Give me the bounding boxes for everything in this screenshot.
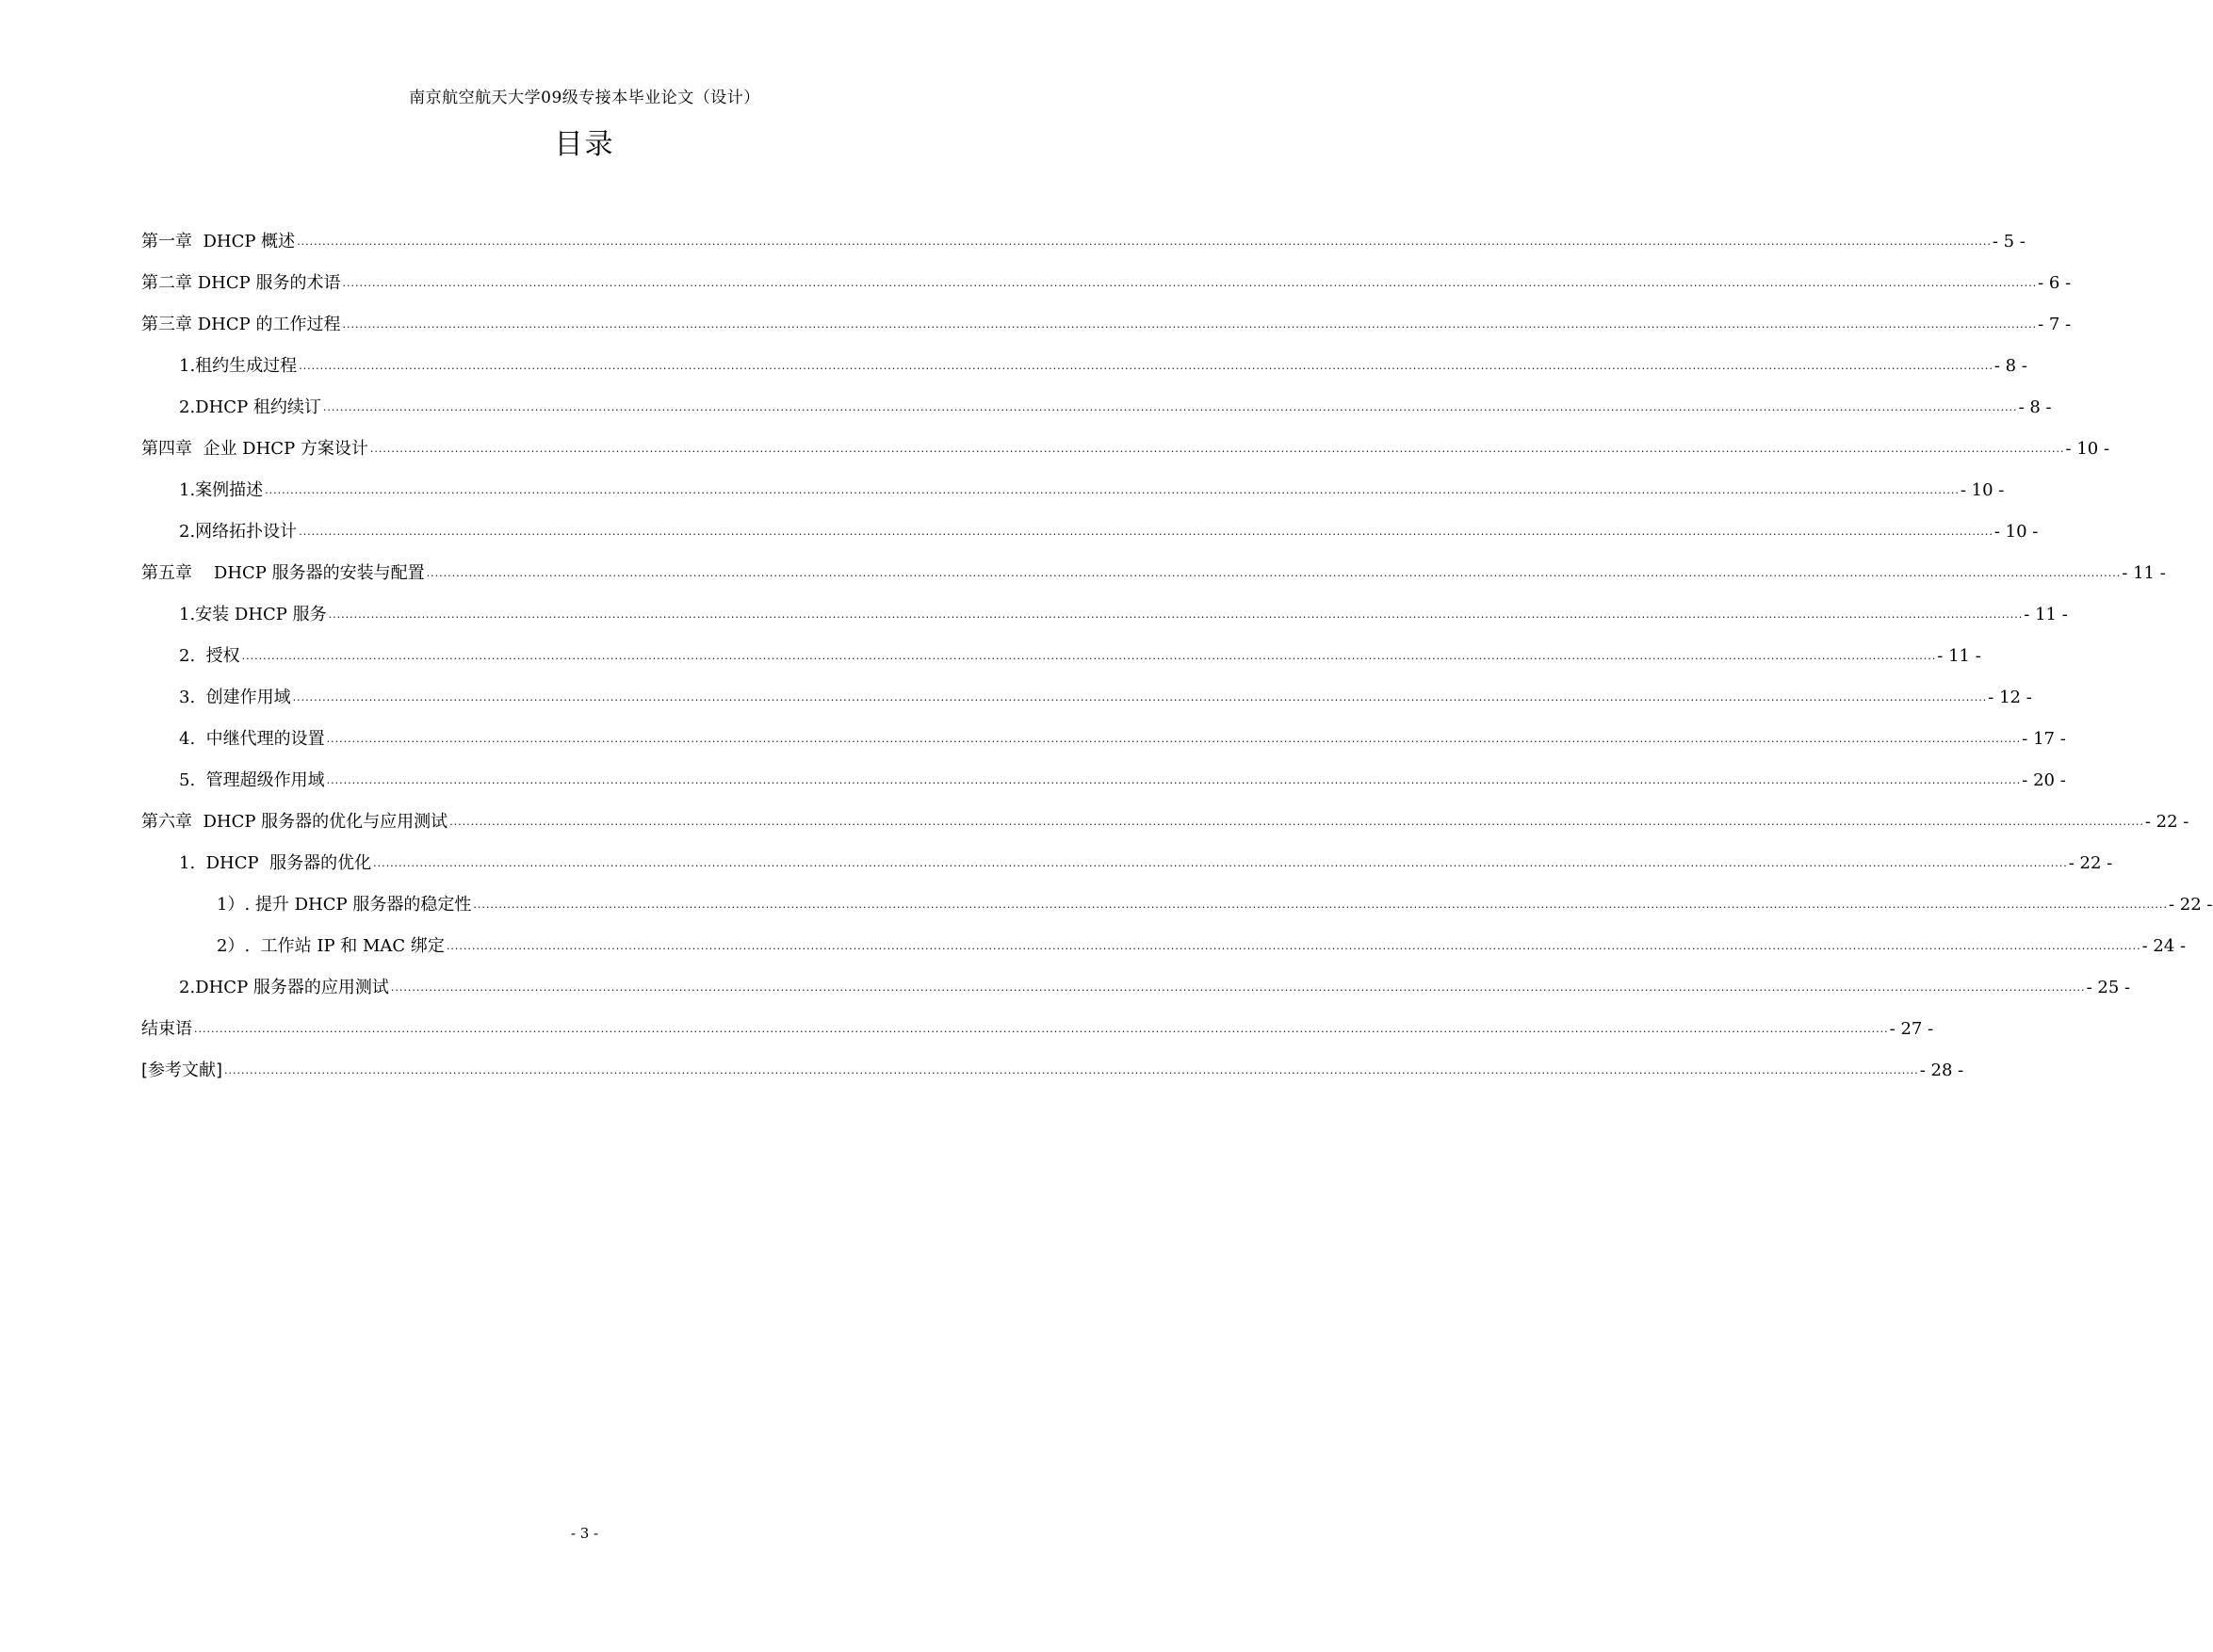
toc-leader-dots: ................................................................................................................................................................................................................................................................................................................................................................................................................	[328, 608, 2024, 621]
toc-entry-page: - 28 -	[1919, 1061, 1964, 1080]
toc-entry-page: - 22 -	[2144, 812, 2189, 832]
toc-leader-dots: ................................................................................................................................................................................................................................................................................................................................................................................................................	[299, 360, 1993, 372]
toc-entry-page: - 10 -	[2065, 439, 2110, 459]
toc-entry[interactable]	[141, 309, 2072, 335]
toc-entry[interactable]	[141, 267, 2072, 294]
toc-entry[interactable]	[141, 599, 2068, 625]
toc-entry-label: 第四章 企业 DHCP 方案设计	[141, 439, 368, 459]
toc-entry-label: 1. DHCP 服务器的优化	[179, 853, 372, 873]
toc-entry-page: - 22 -	[2068, 853, 2113, 873]
toc-entry-label: 1.安装 DHCP 服务	[179, 605, 327, 624]
toc-leader-dots: ................................................................................................................................................................................................................................................................................................................................................................................................................	[224, 1064, 1919, 1077]
toc-leader-dots: ................................................................................................................................................................................................................................................................................................................................................................................................................	[326, 774, 2022, 786]
toc-entry-label: 2.网络拓扑设计	[179, 522, 298, 542]
toc-leader-dots: ................................................................................................................................................................................................................................................................................................................................................................................................................	[369, 443, 2065, 455]
toc-entry-page: - 10 -	[1960, 480, 2005, 500]
toc-entry-page: - 17 -	[2022, 729, 2066, 749]
toc-entry-page: - 8 -	[1993, 356, 2027, 376]
toc-entry-page: - 27 -	[1889, 1019, 1934, 1039]
toc-entry-label: 第五章 DHCP 服务器的安装与配置	[141, 563, 425, 583]
toc-entry-page: - 11 -	[2122, 563, 2166, 583]
toc-leader-dots: ................................................................................................................................................................................................................................................................................................................................................................................................................	[299, 526, 1993, 538]
toc-entry[interactable]	[141, 723, 2066, 750]
page-title: 目录	[554, 128, 615, 161]
toc-entry-label: [参考文献]	[141, 1061, 223, 1080]
toc-leader-dots: ................................................................................................................................................................................................................................................................................................................................................................................................................	[390, 981, 2086, 994]
toc-entry-label: 第六章 DHCP 服务器的优化与应用测试	[141, 812, 448, 832]
toc-entry[interactable]	[141, 433, 2110, 460]
toc-entry-label: 1）. 提升 DHCP 服务器的稳定性	[217, 895, 472, 915]
toc-leader-dots: ................................................................................................................................................................................................................................................................................................................................................................................................................	[449, 816, 2144, 828]
page-number: - 3 -	[570, 1525, 599, 1542]
toc-entry[interactable]	[141, 931, 2187, 957]
toc-entry-label: 3. 创建作用域	[179, 688, 291, 707]
toc-entry-page: - 10 -	[1993, 522, 2039, 542]
toc-entry-label: 2. 授权	[179, 646, 240, 666]
toc-entry[interactable]	[141, 392, 2052, 418]
toc-leader-dots: ................................................................................................................................................................................................................................................................................................................................................................................................................	[342, 277, 2038, 289]
toc-leader-dots: ................................................................................................................................................................................................................................................................................................................................................................................................................	[292, 691, 1988, 704]
toc-entry[interactable]	[141, 475, 2005, 501]
toc-entry-label: 1.租约生成过程	[179, 356, 298, 376]
toc-leader-dots: ................................................................................................................................................................................................................................................................................................................................................................................................................	[241, 650, 1937, 662]
toc-leader-dots: ................................................................................................................................................................................................................................................................................................................................................................................................................	[322, 401, 2018, 413]
toc-leader-dots: ................................................................................................................................................................................................................................................................................................................................................................................................................	[426, 567, 2122, 579]
toc-entry-page: - 11 -	[1937, 646, 1981, 666]
toc-entry-page: - 8 -	[2018, 397, 2052, 417]
toc-entry-label: 2）. 工作站 IP 和 MAC 绑定	[217, 936, 445, 956]
toc-entry-page: - 12 -	[1988, 688, 2032, 707]
toc-entry[interactable]	[141, 1013, 1934, 1040]
toc-leader-dots: ................................................................................................................................................................................................................................................................................................................................................................................................................	[326, 733, 2022, 745]
toc-entry-label: 结束语	[141, 1019, 192, 1039]
toc-entry-page: - 11 -	[2024, 605, 2068, 624]
toc-entry-label: 2.DHCP 租约续订	[179, 397, 321, 417]
toc-entry[interactable]	[141, 226, 2026, 252]
toc-entry[interactable]	[141, 765, 2066, 791]
toc-entry[interactable]	[141, 848, 2113, 874]
toc-entry[interactable]	[141, 350, 2027, 377]
toc-entry[interactable]	[141, 889, 2213, 915]
toc-entry-page: - 5 -	[1992, 232, 2026, 251]
toc-entry[interactable]	[141, 640, 1981, 667]
toc-leader-dots: ................................................................................................................................................................................................................................................................................................................................................................................................................	[473, 899, 2168, 911]
toc-entry[interactable]	[141, 1055, 1964, 1081]
toc-entry-label: 1.案例描述	[179, 480, 264, 500]
toc-leader-dots: ................................................................................................................................................................................................................................................................................................................................................................................................................	[373, 857, 2068, 869]
toc-entry-label: 第一章 DHCP 概述	[141, 232, 296, 251]
running-header: 南京航空航天大学09级专接本毕业论文（设计）	[409, 89, 760, 107]
toc-entry-label: 第三章 DHCP 的工作过程	[141, 315, 341, 334]
toc-leader-dots: ................................................................................................................................................................................................................................................................................................................................................................................................................	[265, 484, 1960, 496]
toc-entry[interactable]	[141, 806, 2189, 833]
toc-entry-page: - 22 -	[2169, 895, 2213, 915]
toc-entry[interactable]	[141, 972, 2131, 998]
toc-entry[interactable]	[141, 682, 2032, 708]
toc-entry[interactable]	[141, 516, 2039, 543]
toc-entry-page: - 6 -	[2038, 273, 2072, 293]
toc-entry-label: 第二章 DHCP 服务的术语	[141, 273, 341, 293]
toc-leader-dots: ................................................................................................................................................................................................................................................................................................................................................................................................................	[194, 1023, 1889, 1035]
toc-leader-dots: ................................................................................................................................................................................................................................................................................................................................................................................................................	[342, 318, 2038, 331]
toc-entry-page: - 25 -	[2086, 978, 2131, 997]
toc-entry-label: 4. 中继代理的设置	[179, 729, 325, 749]
toc-leader-dots: ................................................................................................................................................................................................................................................................................................................................................................................................................	[446, 940, 2141, 952]
toc-entry-page: - 7 -	[2038, 315, 2072, 334]
toc-entry[interactable]	[141, 558, 2166, 584]
toc-entry-label: 5. 管理超级作用域	[179, 770, 325, 790]
toc-leader-dots: ................................................................................................................................................................................................................................................................................................................................................................................................................	[297, 235, 1992, 248]
toc-entry-page: - 20 -	[2022, 770, 2066, 790]
toc-entry-label: 2.DHCP 服务器的应用测试	[179, 978, 389, 997]
toc-entry-page: - 24 -	[2141, 936, 2187, 956]
